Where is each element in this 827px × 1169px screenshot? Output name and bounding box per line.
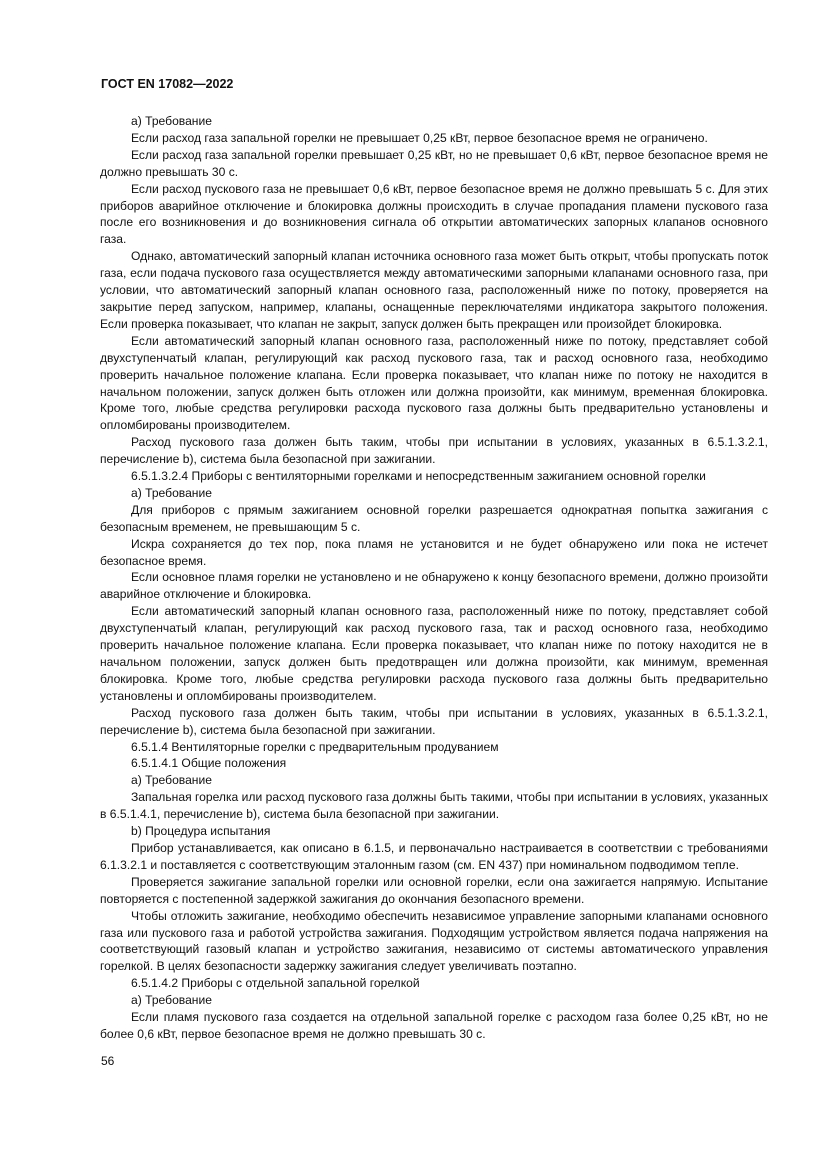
paragraph: Расход пускового газа должен быть таким, чтобы при испытании в условиях, указанных в 6.5.1.3.2.1, перечисление b), система была безопасной при зажигании. <box>100 705 768 737</box>
section-heading: 6.5.1.4 Вентиляторные горелки с предварительным продуванием <box>131 739 499 754</box>
paragraph: Если расход газа запальной горелки не превышает 0,25 кВт, первое безопасное время не ограничено. <box>131 130 708 145</box>
paragraph: Если расход газа запальной горелки превышает 0,25 кВт, но не превышает 0,6 кВт, первое безопасное время не должно превышать 30 с. <box>100 147 768 179</box>
page-number: 56 <box>101 1054 115 1068</box>
paragraph: Прибор устанавливается, как описано в 6.1.5, и первоначально настраивается в соответствии с требованиями 6.1.3.2.1 и поставляется с соответствующим эталонным газом (см. EN 437) при номинальном подводимом тепле. <box>100 840 768 872</box>
paragraph: Чтобы отложить зажигание, необходимо обеспечить независимое управление запорными клапанами основного газа или пускового газа и работой устройства зажигания. Подходящим устройством является подача напряжения на соответствующий газовый клапан и устройство зажигания, независимо от системы автоматического управления горелкой. В целях безопасности задержку зажигания следует увеличивать поэтапно. <box>100 908 768 974</box>
paragraph: Искра сохраняется до тех пор, пока пламя не установится и не будет обнаружено или пока не истечет безопасное время. <box>100 536 768 568</box>
paragraph: Если основное пламя горелки не установлено и не обнаружено к концу безопасного времени, должно произойти аварийное отключение и блокировка. <box>100 570 768 602</box>
section-heading: 6.5.1.4.2 Приборы с отдельной запальной горелкой <box>131 976 420 991</box>
paragraph: Для приборов с прямым зажиганием основной горелки разрешается однократная попытка зажигания с безопасным временем, не превышающим 5 с. <box>100 502 768 534</box>
standard-header: ГОСТ EN 17082—2022 <box>101 77 234 91</box>
paragraph: а) Требование <box>131 993 212 1008</box>
paragraph: а) Требование <box>131 485 212 500</box>
section-heading: 6.5.1.4.1 Общие положения <box>131 756 287 771</box>
section-heading: 6.5.1.3.2.4 Приборы с вентиляторными горелками и непосредственным зажиганием основной горелки <box>131 469 706 484</box>
paragraph: Проверяется зажигание запальной горелки или основной горелки, если она зажигается напрямую. Испытание повторяется с постепенной задержкой зажигания до окончания безопасного времени. <box>100 874 768 906</box>
paragraph: Однако, автоматический запорный клапан источника основного газа может быть открыт, чтобы пропускать поток газа, если подача пускового газа осуществляется между автоматическими запорными клапанами основного газа, при условии, что автоматический запорный клапан основного газа, расположенный ниже по потоку, проверяется на закрытие перед запуском, например, клапаны, оснащенные переключателями индикатора закрытого положения. Если проверка показывает, что клапан не закрыт, запуск должен быть прекращен или произойдет блокировка. <box>100 249 768 331</box>
body-text <box>100 113 768 1043</box>
paragraph: Запальная горелка или расход пускового газа должны быть такими, чтобы при испытании в условиях, указанных в 6.5.1.4.1, перечисление b), система была безопасной при зажигании. <box>100 790 768 822</box>
paragraph: b) Процедура испытания <box>131 824 271 839</box>
paragraph: Если расход пускового газа не превышает 0,6 кВт, первое безопасное время не должно превышать 5 с. Для этих приборов аварийное отключение и блокировка должны происходить в случае пропадания пламени пускового газа после его возникновения и до возникновения сигнала об открытии автоматических запорных клапанов основного газа. <box>100 181 768 247</box>
paragraph: а) Требование <box>131 773 212 788</box>
paragraph: а) Требование <box>131 114 212 128</box>
paragraph: Если пламя пускового газа создается на отдельной запальной горелке с расходом газа более 0,25 кВт, но не более 0,6 кВт, первое безопасное время не должно превышать 30 с. <box>100 1010 768 1041</box>
paragraph: Если автоматический запорный клапан основного газа, расположенный ниже по потоку, представляет собой двухступенчатый клапан, регулирующий как расход пускового газа, так и расход основного газа, необходимо проверить начальное положение клапана. Если проверка показывает, что клапан ниже по потоку не находится в начальном положении, запуск должен быть отложен или должна произойти, как минимум, временная блокировка. Кроме того, любые средства регулировки расхода пускового газа должны быть предварительно установлены и опломбированы производителем. <box>100 333 768 433</box>
paragraph: Расход пускового газа должен быть таким, чтобы при испытании в условиях, указанных в 6.5.1.3.2.1, перечисление b), система была безопасной при зажигании. <box>100 435 768 467</box>
paragraph: Если автоматический запорный клапан основного газа, расположенный ниже по потоку, представляет собой двухступенчатый клапан, регулирующий как расход пускового газа, так и расход основного газа, необходимо проверить начальное положение клапана. Если проверка показывает, что клапан ниже по потоку находится не в начальном положении, запуск должен быть предотвращен или должна произойти, как минимум, временная блокировка. Кроме того, любые средства регулировки расхода пускового газа должны быть предварительно установлены и опломбированы производителем. <box>100 604 768 703</box>
